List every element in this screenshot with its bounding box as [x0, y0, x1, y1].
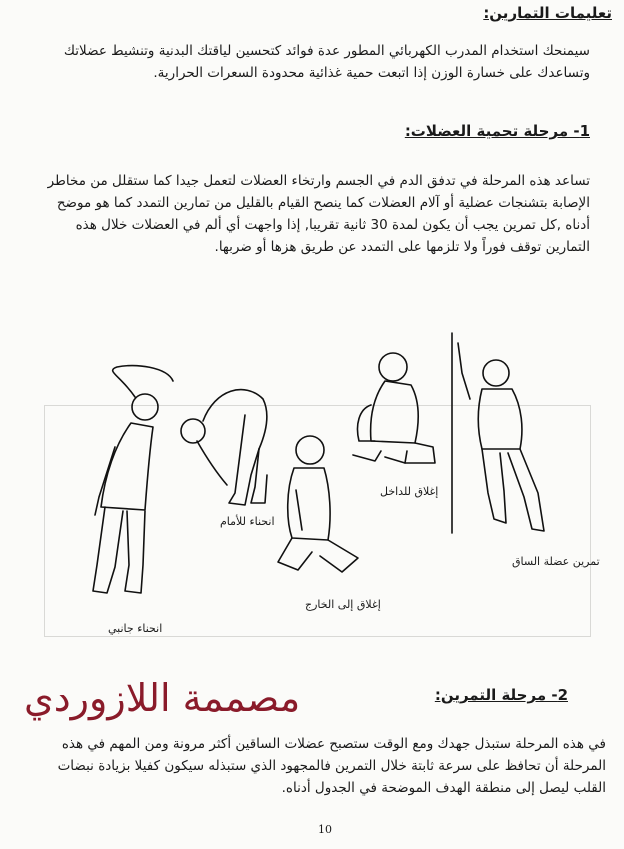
calf-stretch-caption: تمرين عضلة الساق: [512, 555, 600, 568]
forward-bend-illustration: [175, 375, 275, 515]
calf-stretch-illustration: [448, 333, 558, 548]
forward-bend-caption: انحناء للأمام: [220, 515, 275, 528]
inward-lock-caption: إغلاق للداخل: [380, 485, 439, 498]
brand-wordmark: مصممة اللازوردي: [24, 676, 301, 720]
page-number: 10: [318, 823, 332, 836]
exercise-heading: 2- مرحلة التمرين:: [434, 686, 568, 704]
outward-lock-caption: إغلاق إلى الخارج: [305, 598, 381, 611]
intro-paragraph: سيمنحك استخدام المدرب الكهربائي المطور عدة فوائد كتحسين لياقتك البدنية وتنشيط عضلاتك وتساعدك على خسارة الوزن إذا اتبعت حمية غذائية محدودة السعرات الحرارية.: [63, 43, 590, 81]
warmup-paragraph: تساعد هذه المرحلة في تدفق الدم في الجسم وارتخاء العضلات لتعمل جيدا كما ستقلل من مخاطر الإصابة بتشنجات عضلية أو آلام العضلات كما ينصح القيام بالقليل من تمارين التمدد كما هو موضح أدناه ,كل تمرين يجب أن يكون لمدة 30 ثانية تقريبا, إذا واجهت أي ألم في العضلات خلال هذه التمارين توقف فوراً ولا تلزمها على التمدد عن طريق هزها أو ضربها.: [47, 173, 590, 255]
side-bend-caption: انحناء جانبي: [108, 622, 163, 635]
intro-heading: تعليمات التمارين:: [483, 4, 612, 22]
inward-lock-illustration: [345, 345, 445, 475]
side-bend-illustration: [75, 365, 185, 600]
exercise-paragraph: في هذه المرحلة ستبذل جهدك ومع الوقت ستصبح عضلات الساقين أكثر مرونة ومن المهم في هذه المرحلة أن تحافظ على سرعة ثابتة خلال التمرين فالمجهود الذي ستبذله سيكون كفيلا بزيادة نبضات القلب ليصل إلى منطقة الهدف الموضحة في الجدول أدناه.: [57, 736, 606, 796]
warmup-heading: 1- مرحلة تحمية العضلات:: [404, 122, 590, 140]
